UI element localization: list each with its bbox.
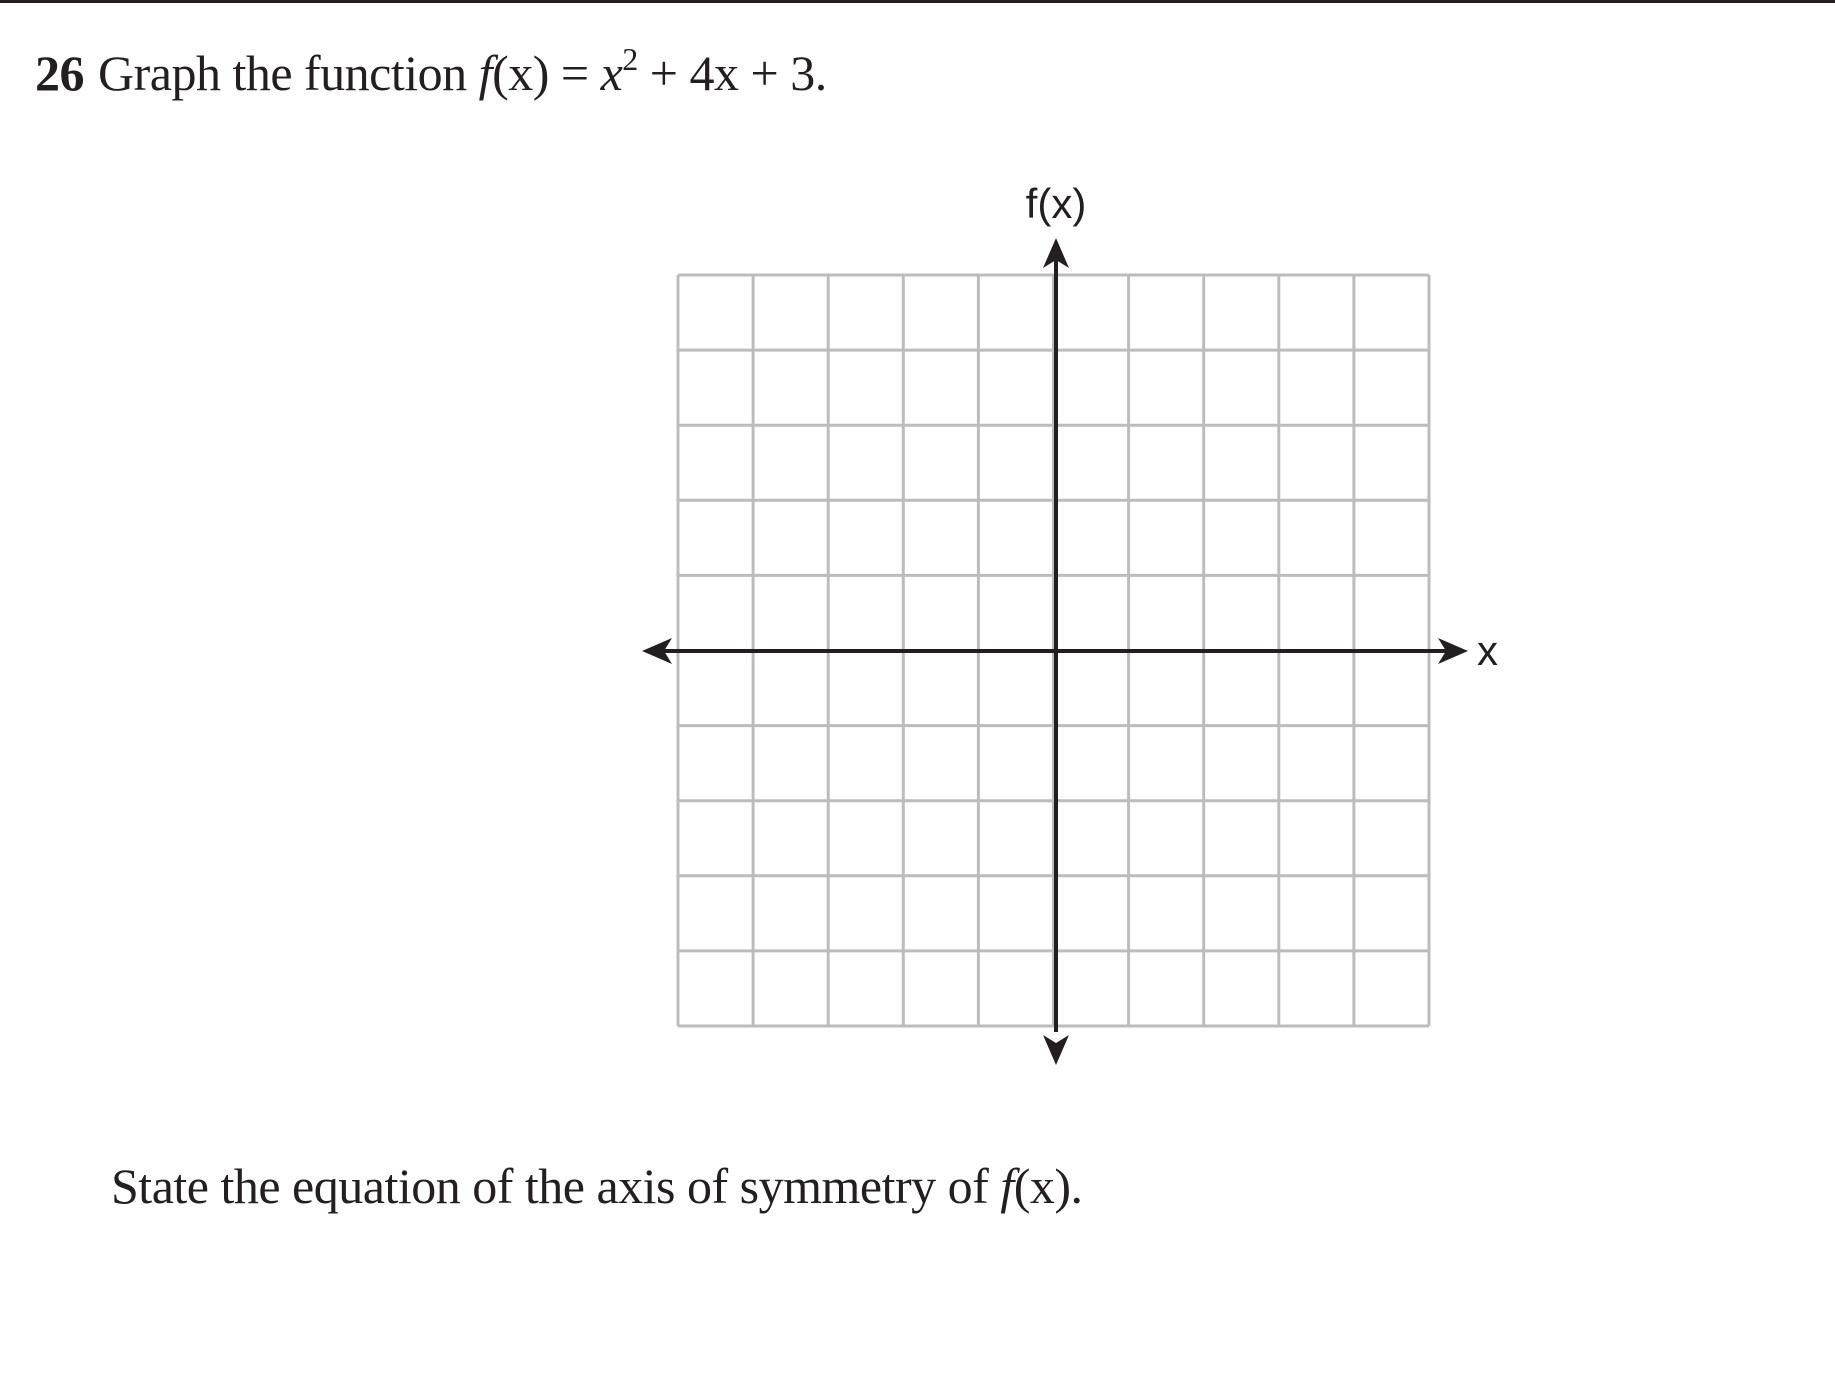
prompt-text: Graph the function	[98, 45, 467, 101]
followup-question	[111, 1157, 1083, 1215]
y-axis-bottom-arrow	[1043, 1035, 1069, 1065]
x-axis-label: x	[1477, 627, 1498, 674]
equals-sign: =	[548, 45, 601, 101]
y-axis-label: f(x)	[1025, 180, 1087, 227]
followup-function-name: f	[1000, 1158, 1014, 1214]
function-arg: (x)	[492, 45, 549, 101]
followup-function-arg: (x).	[1013, 1158, 1083, 1214]
equation-rest: + 4x + 3.	[637, 45, 827, 101]
term-exponent: 2	[622, 41, 638, 77]
term-base: x	[600, 45, 623, 101]
function-name: f	[478, 45, 493, 101]
followup-text: State the equation of the axis of symmetry of	[111, 1158, 1001, 1214]
question-number: 26	[35, 45, 84, 101]
